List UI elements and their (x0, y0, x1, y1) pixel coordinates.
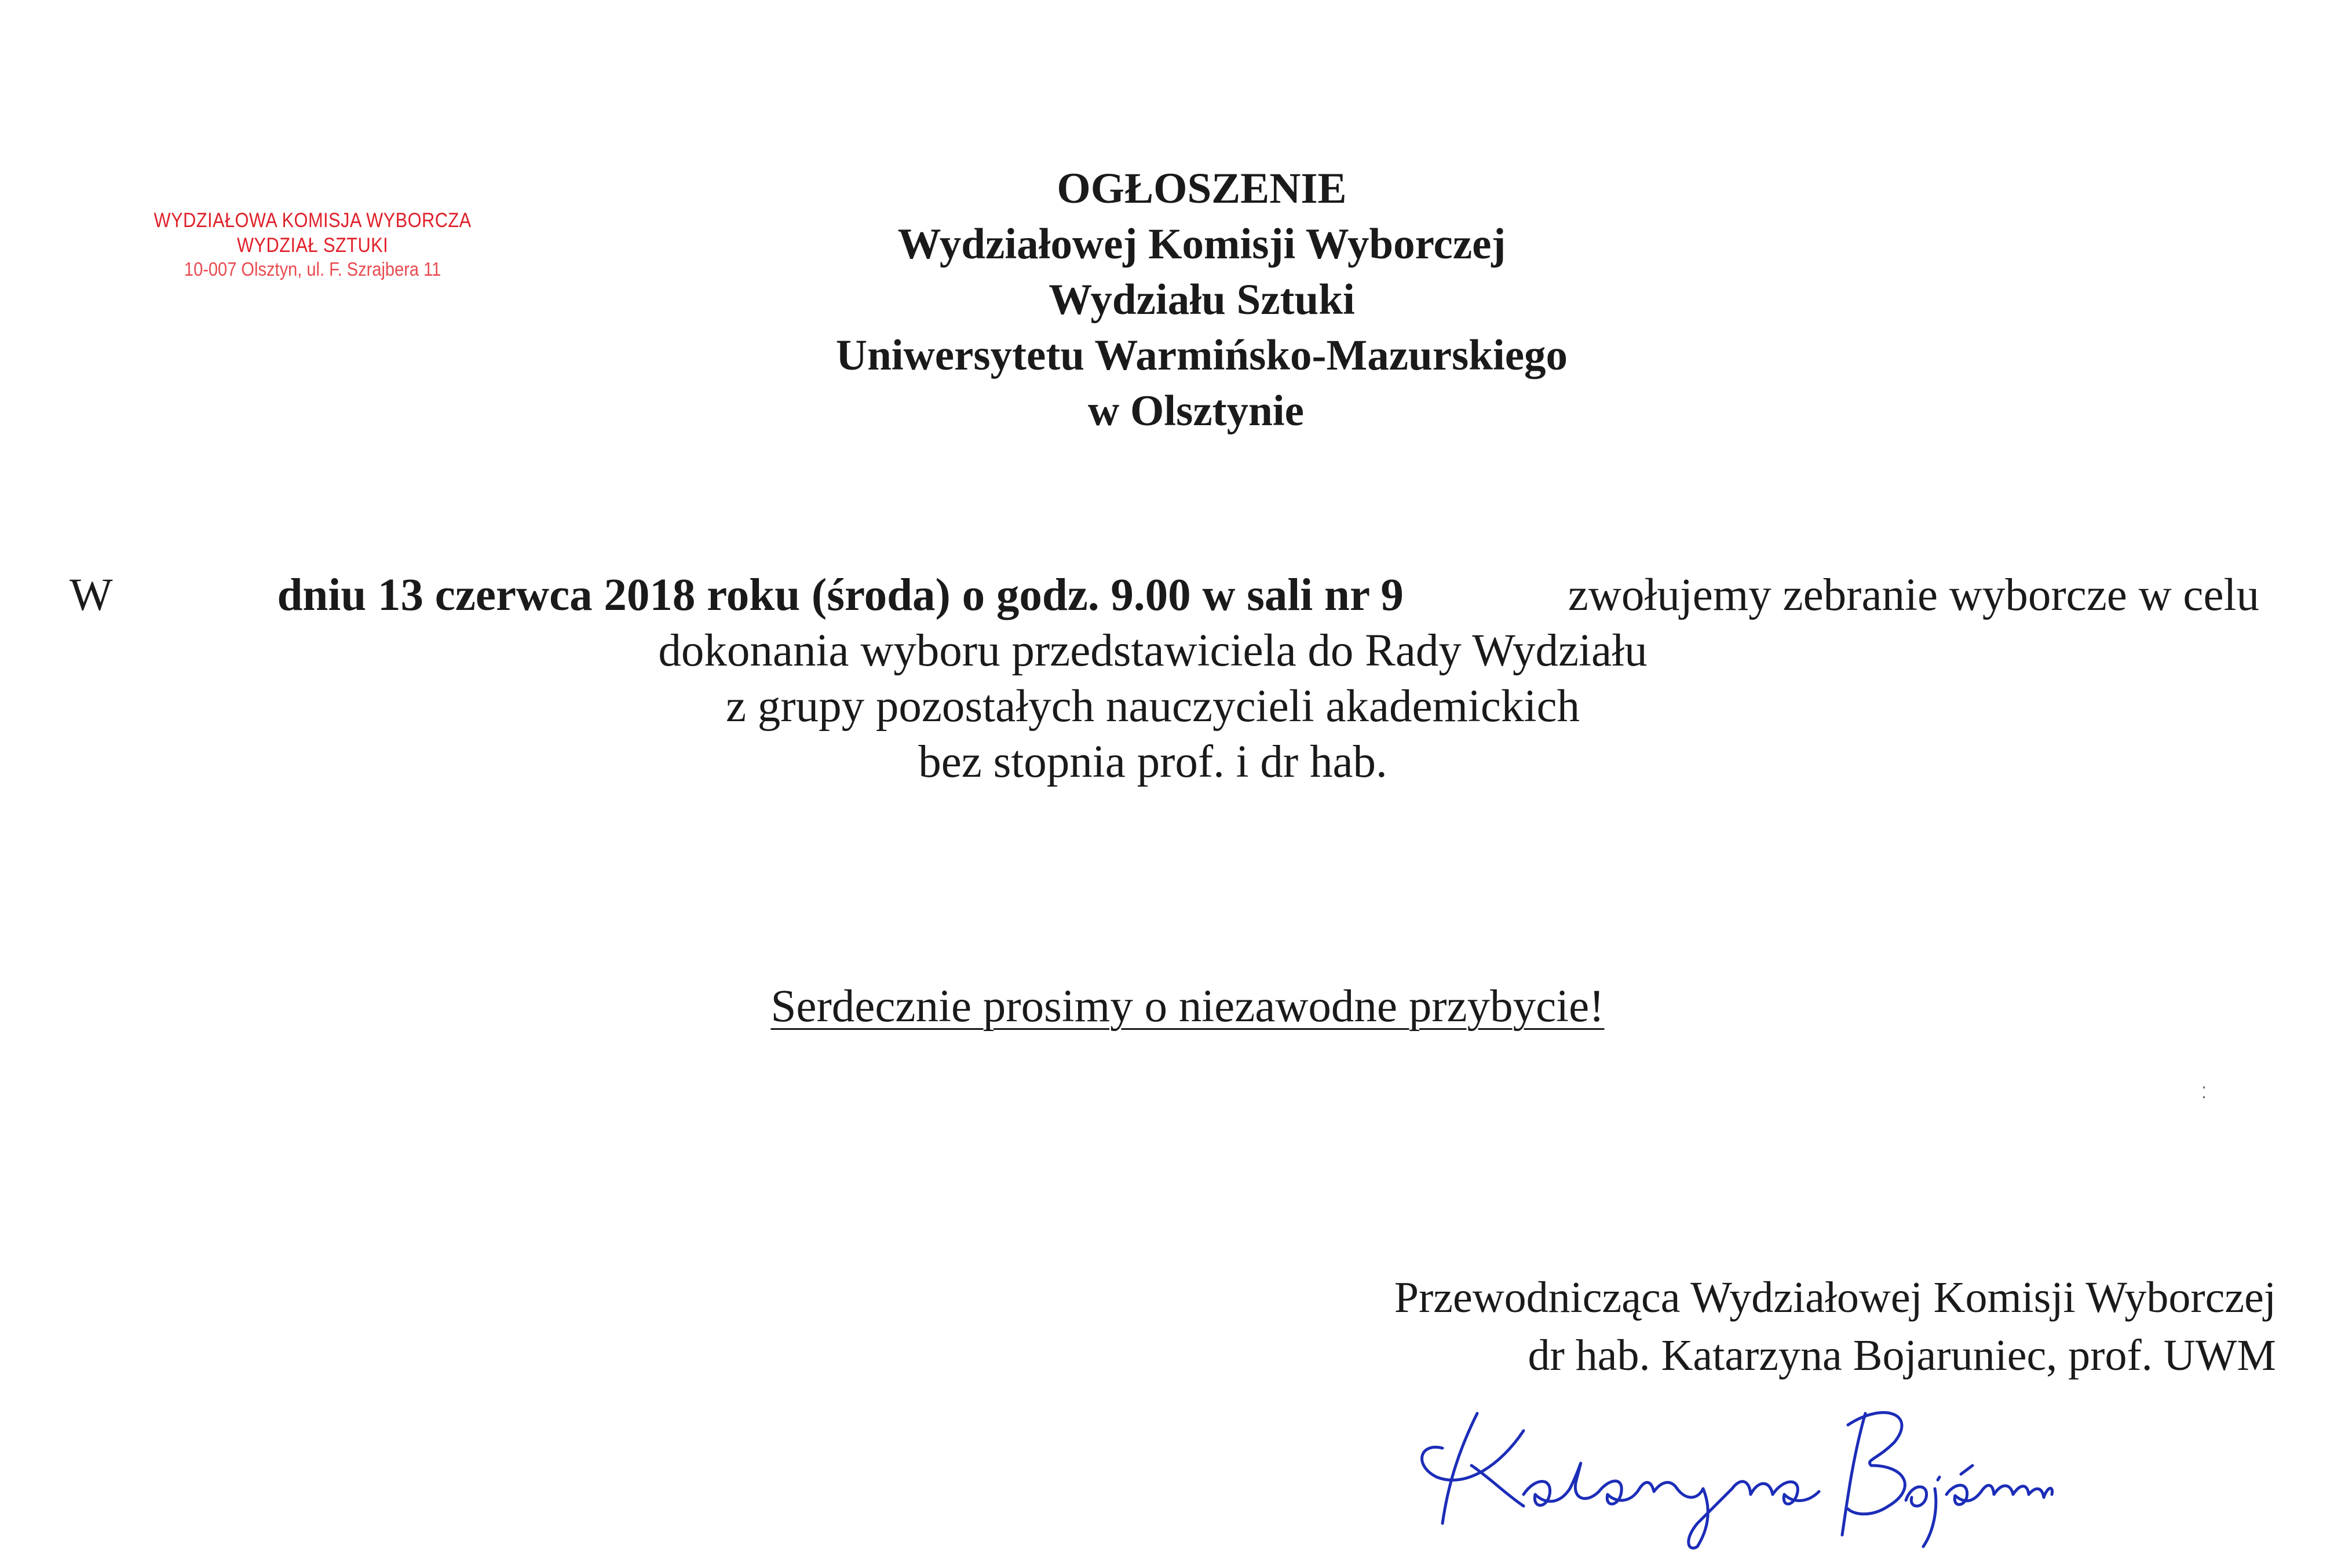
announcement-line-4: bez stopnia prof. i dr hab. (918, 737, 1387, 787)
announcement-purpose-start: zwołujemy zebranie wyborcze w celu (1568, 570, 2259, 620)
signature-block (1394, 1269, 2276, 1384)
handwritten-signature (1408, 1379, 2057, 1552)
announcement-line-2: dokonania wyboru przedstawiciela do Rady Wydziału (658, 626, 1648, 676)
closing-text: Serdecznie prosimy o niezawodne przybycie! (770, 981, 1605, 1032)
closing-invitation (0, 979, 2334, 1035)
header-university: Uniwersytetu Warmińsko-Mazurskiego (835, 331, 1568, 379)
stamp-line-faculty: WYDZIAŁ SZTUKI (237, 233, 389, 257)
document-header (0, 161, 2334, 439)
stamp-line-address: 10-007 Olsztyn, ul. F. Szrajbera 11 (184, 258, 441, 280)
announcement-line-1 (70, 568, 2259, 623)
signatory-name: dr hab. Katarzyna Bojaruniec, prof. UWM (1528, 1331, 2276, 1380)
announcement-w: W (70, 570, 113, 620)
document-title: OGŁOSZENIE (1057, 165, 1347, 213)
header-commission: Wydziałowej Komisji Wyborczej (897, 220, 1506, 268)
announcement-line-3: z grupy pozostałych nauczycieli akademickich (725, 681, 1580, 732)
announcement-date-time-place: dniu 13 czerwca 2018 roku (środa) o godz. 9.00 w sali nr 9 (277, 570, 1404, 620)
signatory-role: Przewodnicząca Wydziałowej Komisji Wyborczej (1394, 1273, 2276, 1322)
header-faculty: Wydziału Sztuki (1049, 276, 1355, 324)
stamp-line-commission: WYDZIAŁOWA KOMISJA WYBORCZA (154, 209, 472, 232)
scan-speck: ⁚ (2201, 1084, 2207, 1102)
header-city: w Olsztynie (1088, 387, 1304, 435)
